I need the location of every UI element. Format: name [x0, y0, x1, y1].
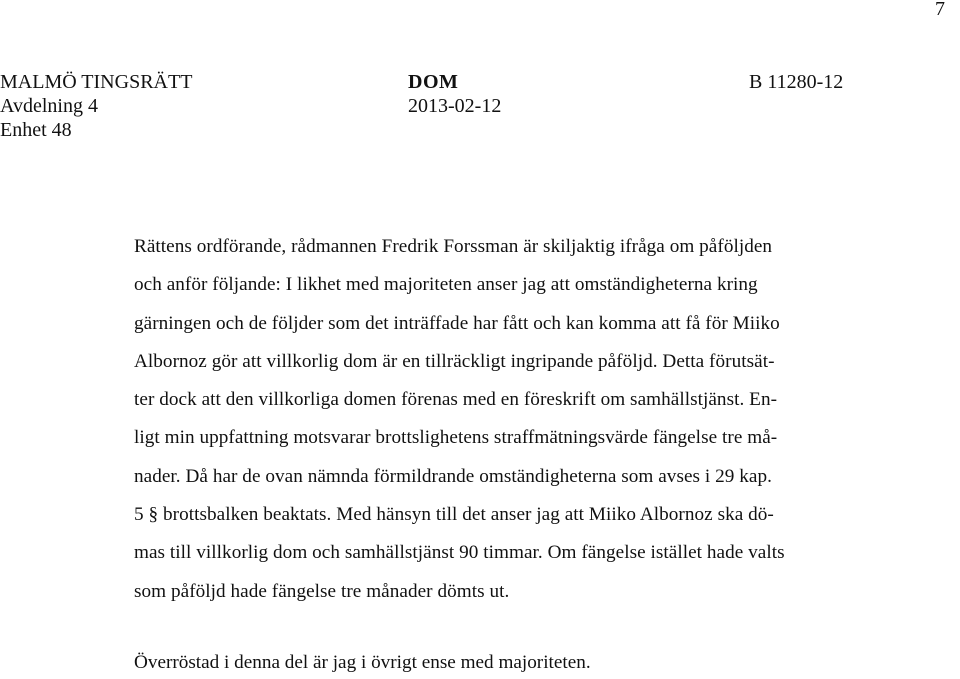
document-type: DOM [408, 71, 459, 93]
paragraph-line: mas till villkorlig dom och samhällstjänst 90 timmar. Om fängelse istället hade valts [134, 542, 785, 564]
court-division: Avdelning 4 [0, 95, 98, 117]
paragraph-line: ligt min uppfattning motsvarar brottslighetens straffmätningsvärde fängelse tre må- [134, 427, 778, 449]
dissenting-opinion-paragraph [134, 228, 869, 611]
header-case-block [749, 70, 843, 94]
header-court-block [0, 70, 192, 142]
header-document-block [408, 70, 501, 118]
court-name: MALMÖ TINGSRÄTT [0, 71, 193, 93]
paragraph-line: Rättens ordförande, rådmannen Fredrik Forssman är skiljaktig ifråga om påföljden [134, 236, 773, 257]
court-unit: Enhet 48 [0, 119, 72, 141]
case-number: B 11280-12 [749, 71, 844, 93]
paragraph-line: Albornoz gör att villkorlig dom är en tillräckligt ingripande påföljd. Detta förutsät- [134, 350, 775, 372]
paragraph-line: gärningen och de följder som det inträffade har fått och kan komma att få för Miiko [134, 312, 780, 334]
paragraph-line: ter dock att den villkorliga domen förenas med en föreskrift om samhällstjänst. En- [134, 389, 778, 411]
page-number: 7 [935, 0, 945, 20]
paragraph-line: 5 § brottsbalken beaktats. Med hänsyn till det anser jag att Miiko Albornoz ska dö- [134, 504, 774, 526]
paragraph-line: och anför följande: I likhet med majoriteten anser jag att omständigheterna kring [134, 274, 758, 296]
document-date: 2013-02-12 [408, 95, 502, 117]
paragraph-line: som påföljd hade fängelse tre månader dömts ut. [134, 580, 510, 602]
paragraph-line: nader. Då har de ovan nämnda förmildrande omständigheterna som avses i 29 kap. [134, 465, 772, 487]
closing-statement: Överröstad i denna del är jag i övrigt ense med majoriteten. [134, 652, 591, 673]
